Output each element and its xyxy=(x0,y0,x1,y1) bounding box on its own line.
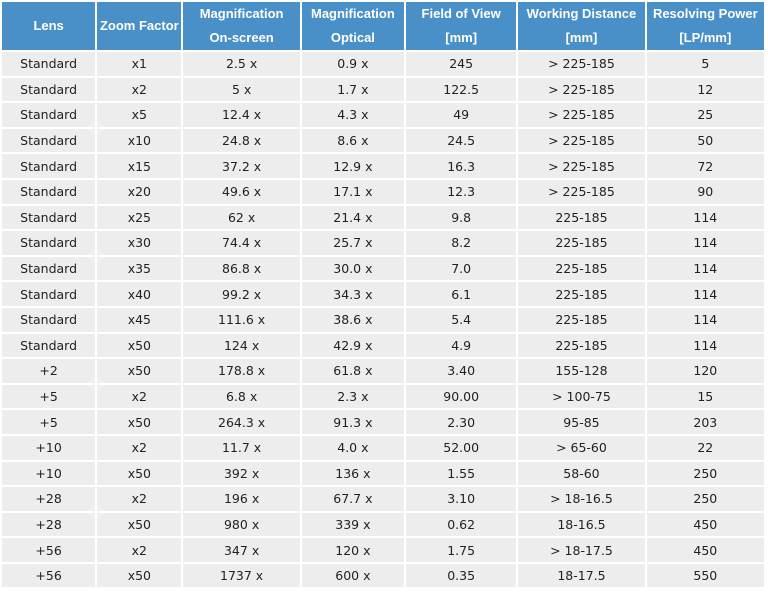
table-row xyxy=(2,436,764,460)
table-cell-magnification-optical: 30.0 x xyxy=(302,257,404,281)
table-cell-magnification-on-screen: 11.7 x xyxy=(183,436,299,460)
table-cell-resolving-power: 250 xyxy=(647,462,764,486)
table-cell-field-of-view: 90.00 xyxy=(406,385,516,409)
table-cell-zoom-factor: x5 xyxy=(97,103,181,127)
column-header-line1: Resolving Power xyxy=(652,6,758,21)
table-row xyxy=(2,564,764,588)
column-header-line2: [LP/mm] xyxy=(679,30,732,45)
table-cell-field-of-view: 52.00 xyxy=(406,436,516,460)
table-cell-magnification-optical: 339 x xyxy=(302,513,404,537)
table-cell-magnification-optical: 8.6 x xyxy=(302,129,404,153)
table-cell-magnification-on-screen: 5 x xyxy=(183,78,299,102)
table-row xyxy=(2,385,764,409)
table-cell-zoom-factor: x20 xyxy=(97,180,181,204)
table-cell-lens: Standard xyxy=(2,206,95,230)
table-cell-working-distance: 225-185 xyxy=(518,231,644,255)
table-cell-working-distance: > 100-75 xyxy=(518,385,644,409)
table-cell-working-distance: 225-185 xyxy=(518,334,644,358)
table-row xyxy=(2,231,764,255)
table-cell-resolving-power: 114 xyxy=(647,257,764,281)
table-cell-working-distance: > 225-185 xyxy=(518,129,644,153)
table-cell-lens: +2 xyxy=(2,359,95,383)
table-cell-zoom-factor: x25 xyxy=(97,206,181,230)
table-cell-zoom-factor: x10 xyxy=(97,129,181,153)
table-cell-resolving-power: 72 xyxy=(647,154,764,178)
table-cell-lens: Standard xyxy=(2,308,95,332)
table-cell-resolving-power: 450 xyxy=(647,538,764,562)
table-cell-resolving-power: 114 xyxy=(647,206,764,230)
table-cell-magnification-optical: 91.3 x xyxy=(302,410,404,434)
table-cell-magnification-on-screen: 86.8 x xyxy=(183,257,299,281)
table-row xyxy=(2,180,764,204)
column-header-line2: [mm] xyxy=(445,30,478,45)
column-header-lens xyxy=(2,2,95,50)
table-cell-field-of-view: 122.5 xyxy=(406,78,516,102)
table-cell-field-of-view: 7.0 xyxy=(406,257,516,281)
table-cell-magnification-on-screen: 196 x xyxy=(183,487,299,511)
table-row xyxy=(2,282,764,306)
table-cell-working-distance: 225-185 xyxy=(518,282,644,306)
table-cell-working-distance: > 65-60 xyxy=(518,436,644,460)
table-cell-working-distance: 155-128 xyxy=(518,359,644,383)
table-cell-lens: +5 xyxy=(2,385,95,409)
table-cell-magnification-optical: 21.4 x xyxy=(302,206,404,230)
table-cell-magnification-optical: 12.9 x xyxy=(302,154,404,178)
column-header-line1: Lens xyxy=(33,18,64,33)
table-cell-field-of-view: 49 xyxy=(406,103,516,127)
column-header-line1: Magnification xyxy=(310,6,395,21)
table-cell-magnification-optical: 2.3 x xyxy=(302,385,404,409)
table-cell-resolving-power: 90 xyxy=(647,180,764,204)
table-cell-lens: Standard xyxy=(2,334,95,358)
table-cell-magnification-on-screen: 37.2 x xyxy=(183,154,299,178)
table-row xyxy=(2,257,764,281)
table-row xyxy=(2,334,764,358)
column-header-line1: Field of View xyxy=(421,6,501,21)
table-cell-working-distance: 18-16.5 xyxy=(518,513,644,537)
table-cell-magnification-optical: 17.1 x xyxy=(302,180,404,204)
table-cell-resolving-power: 5 xyxy=(647,52,764,76)
table-header-row xyxy=(2,2,764,50)
table-cell-working-distance: 225-185 xyxy=(518,308,644,332)
table-cell-zoom-factor: x1 xyxy=(97,52,181,76)
table-cell-lens: Standard xyxy=(2,282,95,306)
table-cell-magnification-on-screen: 1737 x xyxy=(183,564,299,588)
column-header-working-distance xyxy=(518,2,644,50)
column-header-line2: Optical xyxy=(330,30,375,45)
table-cell-magnification-optical: 42.9 x xyxy=(302,334,404,358)
table-cell-resolving-power: 114 xyxy=(647,282,764,306)
table-row xyxy=(2,129,764,153)
column-header-zoom-factor xyxy=(97,2,181,50)
table-row xyxy=(2,513,764,537)
table-row xyxy=(2,410,764,434)
table-cell-magnification-optical: 67.7 x xyxy=(302,487,404,511)
table-row xyxy=(2,52,764,76)
table-cell-zoom-factor: x35 xyxy=(97,257,181,281)
table-cell-working-distance: 58-60 xyxy=(518,462,644,486)
table-cell-magnification-optical: 38.6 x xyxy=(302,308,404,332)
column-header-line1: Zoom Factor xyxy=(99,18,179,33)
table-cell-working-distance: > 18-17.5 xyxy=(518,538,644,562)
table-cell-lens: +10 xyxy=(2,436,95,460)
table-cell-working-distance: 225-185 xyxy=(518,257,644,281)
table-cell-zoom-factor: x2 xyxy=(97,385,181,409)
table-cell-zoom-factor: x50 xyxy=(97,462,181,486)
table-cell-magnification-on-screen: 62 x xyxy=(183,206,299,230)
table-cell-lens: Standard xyxy=(2,154,95,178)
table-cell-magnification-on-screen: 99.2 x xyxy=(183,282,299,306)
column-header-line1: Working Distance xyxy=(526,6,637,21)
column-header-resolving-power xyxy=(647,2,764,50)
table-cell-magnification-on-screen: 178.8 x xyxy=(183,359,299,383)
table-cell-lens: +10 xyxy=(2,462,95,486)
table-cell-lens: Standard xyxy=(2,103,95,127)
table-cell-working-distance: > 225-185 xyxy=(518,103,644,127)
table-cell-magnification-on-screen: 49.6 x xyxy=(183,180,299,204)
table-cell-magnification-optical: 120 x xyxy=(302,538,404,562)
table-cell-field-of-view: 6.1 xyxy=(406,282,516,306)
table-cell-zoom-factor: x2 xyxy=(97,436,181,460)
table-cell-working-distance: 18-17.5 xyxy=(518,564,644,588)
table-cell-resolving-power: 50 xyxy=(647,129,764,153)
table-cell-resolving-power: 450 xyxy=(647,513,764,537)
table-cell-magnification-on-screen: 392 x xyxy=(183,462,299,486)
table-cell-zoom-factor: x50 xyxy=(97,564,181,588)
table-cell-lens: +28 xyxy=(2,487,95,511)
table-cell-field-of-view: 12.3 xyxy=(406,180,516,204)
table-row xyxy=(2,359,764,383)
table-row xyxy=(2,538,764,562)
table-cell-zoom-factor: x50 xyxy=(97,334,181,358)
table-row xyxy=(2,103,764,127)
table-cell-magnification-on-screen: 111.6 x xyxy=(183,308,299,332)
table-cell-field-of-view: 5.4 xyxy=(406,308,516,332)
table-row xyxy=(2,462,764,486)
table-row xyxy=(2,78,764,102)
table-cell-resolving-power: 550 xyxy=(647,564,764,588)
table-cell-resolving-power: 114 xyxy=(647,334,764,358)
table-cell-resolving-power: 250 xyxy=(647,487,764,511)
table-cell-field-of-view: 9.8 xyxy=(406,206,516,230)
table-cell-working-distance: 225-185 xyxy=(518,206,644,230)
table-cell-field-of-view: 1.55 xyxy=(406,462,516,486)
table-cell-working-distance: > 225-185 xyxy=(518,154,644,178)
table-cell-field-of-view: 4.9 xyxy=(406,334,516,358)
table-cell-zoom-factor: x2 xyxy=(97,487,181,511)
table-cell-magnification-optical: 4.0 x xyxy=(302,436,404,460)
table-cell-field-of-view: 1.75 xyxy=(406,538,516,562)
table-cell-resolving-power: 12 xyxy=(647,78,764,102)
table-cell-zoom-factor: x15 xyxy=(97,154,181,178)
table-cell-resolving-power: 22 xyxy=(647,436,764,460)
table-cell-field-of-view: 245 xyxy=(406,52,516,76)
table-cell-magnification-optical: 61.8 x xyxy=(302,359,404,383)
table-cell-magnification-optical: 4.3 x xyxy=(302,103,404,127)
table-cell-zoom-factor: x50 xyxy=(97,359,181,383)
column-header-field-of-view xyxy=(406,2,516,50)
table-cell-field-of-view: 24.5 xyxy=(406,129,516,153)
column-header-line2: [mm] xyxy=(565,30,598,45)
table-cell-working-distance: 95-85 xyxy=(518,410,644,434)
table-cell-resolving-power: 15 xyxy=(647,385,764,409)
table-row xyxy=(2,206,764,230)
table-cell-field-of-view: 0.62 xyxy=(406,513,516,537)
table-cell-working-distance: > 225-185 xyxy=(518,180,644,204)
table-cell-magnification-on-screen: 74.4 x xyxy=(183,231,299,255)
table-cell-resolving-power: 114 xyxy=(647,231,764,255)
table-cell-zoom-factor: x40 xyxy=(97,282,181,306)
table-cell-lens: Standard xyxy=(2,231,95,255)
table-cell-magnification-optical: 1.7 x xyxy=(302,78,404,102)
table-cell-field-of-view: 16.3 xyxy=(406,154,516,178)
table-cell-field-of-view: 2.30 xyxy=(406,410,516,434)
table-cell-lens: Standard xyxy=(2,78,95,102)
table-cell-zoom-factor: x2 xyxy=(97,78,181,102)
column-header-line1: Magnification xyxy=(199,6,284,21)
table-cell-zoom-factor: x50 xyxy=(97,513,181,537)
table-cell-magnification-optical: 0.9 x xyxy=(302,52,404,76)
table-cell-magnification-on-screen: 264.3 x xyxy=(183,410,299,434)
table-cell-lens: Standard xyxy=(2,52,95,76)
table-cell-magnification-on-screen: 980 x xyxy=(183,513,299,537)
table-cell-magnification-optical: 34.3 x xyxy=(302,282,404,306)
table-cell-magnification-optical: 600 x xyxy=(302,564,404,588)
table-cell-lens: +28 xyxy=(2,513,95,537)
table-cell-magnification-optical: 25.7 x xyxy=(302,231,404,255)
table-cell-lens: Standard xyxy=(2,180,95,204)
table-row xyxy=(2,487,764,511)
table-cell-resolving-power: 203 xyxy=(647,410,764,434)
table-cell-lens: +56 xyxy=(2,538,95,562)
table-cell-zoom-factor: x2 xyxy=(97,538,181,562)
table-row xyxy=(2,308,764,332)
table-cell-magnification-on-screen: 124 x xyxy=(183,334,299,358)
table-row xyxy=(2,154,764,178)
table-cell-zoom-factor: x50 xyxy=(97,410,181,434)
table-cell-magnification-on-screen: 24.8 x xyxy=(183,129,299,153)
table-cell-magnification-on-screen: 12.4 x xyxy=(183,103,299,127)
table-cell-working-distance: > 225-185 xyxy=(518,52,644,76)
table-cell-resolving-power: 120 xyxy=(647,359,764,383)
table-cell-magnification-on-screen: 347 x xyxy=(183,538,299,562)
table-cell-lens: Standard xyxy=(2,129,95,153)
table-cell-field-of-view: 0.35 xyxy=(406,564,516,588)
table-cell-zoom-factor: x45 xyxy=(97,308,181,332)
table-cell-lens: Standard xyxy=(2,257,95,281)
table-cell-working-distance: > 225-185 xyxy=(518,78,644,102)
table-cell-resolving-power: 114 xyxy=(647,308,764,332)
table-cell-magnification-on-screen: 2.5 x xyxy=(183,52,299,76)
table-cell-magnification-on-screen: 6.8 x xyxy=(183,385,299,409)
table-cell-field-of-view: 3.40 xyxy=(406,359,516,383)
table-cell-lens: +5 xyxy=(2,410,95,434)
table-cell-field-of-view: 3.10 xyxy=(406,487,516,511)
table-cell-resolving-power: 25 xyxy=(647,103,764,127)
column-header-line2: On-screen xyxy=(209,30,274,45)
table-cell-lens: +56 xyxy=(2,564,95,588)
column-header-magnification-on-screen xyxy=(183,2,299,50)
table-body xyxy=(2,52,764,587)
table-cell-working-distance: > 18-16.5 xyxy=(518,487,644,511)
column-header-magnification-optical xyxy=(302,2,404,50)
table-cell-field-of-view: 8.2 xyxy=(406,231,516,255)
table-cell-zoom-factor: x30 xyxy=(97,231,181,255)
table-cell-magnification-optical: 136 x xyxy=(302,462,404,486)
